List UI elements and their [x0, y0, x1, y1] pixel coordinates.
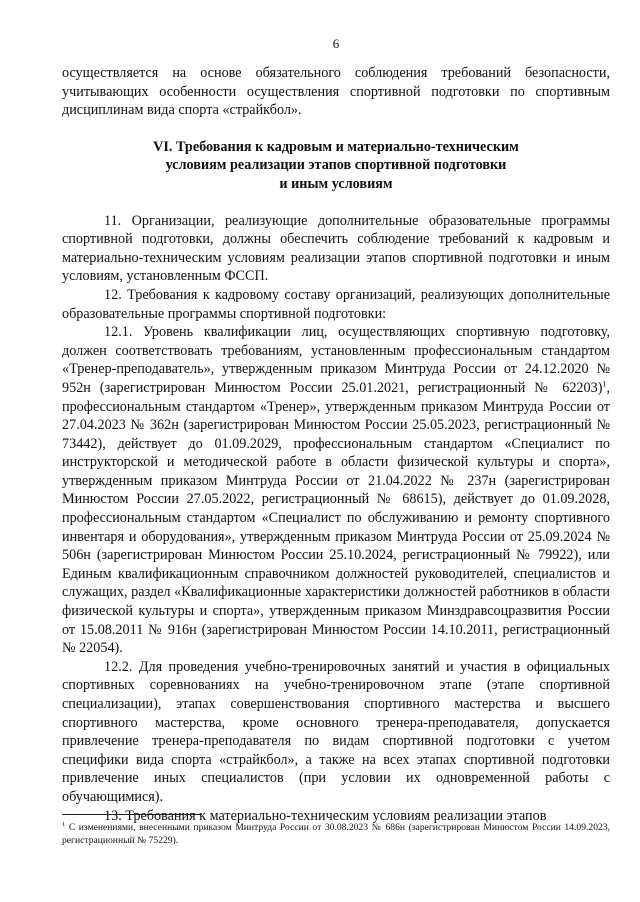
section-heading-line-1: VI. Требования к кадровым и материально-техническим — [153, 138, 519, 155]
footnote-text: С изменениями, внесенными приказом Минтруда России от 30.08.2023 № 686н (зарегистрирован Минюстом России 14.09.2023, регистрационный № 75229). — [62, 822, 610, 846]
paragraph-12-2: 12.2. Для проведения учебно-тренировочных занятий и участия в официальных спортивных соревнованиях на учебно-тренировочном этапе (этапе спортивной специализации), этапах совершенствования спортивного мастерства и высшего спортивного мастерства, кроме основного тренера-преподавателя, допускается привлечение тренера-преподавателя по видам спортивной подготовки с учетом специфики вида спорта «страйкбол», а также на всех этапах спортивной подготовки привлечение иных специалистов (при условии их одновременной работы с обучающимися). — [62, 658, 610, 805]
footnote-reference[interactable]: 1 — [602, 379, 607, 389]
section-heading-line-2: условиям реализации этапов спортивной подготовки — [165, 157, 507, 174]
section-heading — [62, 138, 610, 194]
paragraph-12-1-text-start: 12.1. Уровень квалификации лиц, осуществляющих спортивную подготовку, должен соответствовать требованиям, установленным профессиональным стандартом «Тренер-преподаватель», утвержденным приказом Минтруда России от 24.12.2020 № 952н (зарегистрирован Минюстом России 25.01.2021, регистрационный № 62203) — [62, 324, 610, 396]
footnote — [62, 822, 610, 847]
paragraph-12: 12. Требования к кадровому составу организаций, реализующих дополнительные образовательные программы спортивной подготовки: — [62, 286, 610, 322]
paragraph-13: 13. Требования к материально-техническим условиям реализации этапов — [104, 807, 547, 824]
footnote-mark: 1 — [62, 820, 66, 828]
paragraph-12-1 — [62, 323, 610, 658]
footnote-divider — [62, 814, 202, 815]
paragraph-12-1-text-end: , профессиональным стандартом «Тренер», утвержденным приказом Минтруда России от 27.04.2023 № 362н (зарегистрирован Минюстом России 25.05.2023, регистрационный № 73442), действует до 01.09.2029, профессиональным стандартом «Специалист по инструкторской и методической работе в области физической культуры и спорта», утвержденным приказом Минтруда России от 21.04.2022 № 237н (зарегистрирован Минюстом России 27.05.2022, регистрационный № 68615), действует до 01.09.2028, профессиональным стандартом «Специалист по обслуживанию и ремонту спортивного инвентаря и оборудования», утвержденным приказом Минтруда России от 25.09.2024 № 506н (зарегистрирован Минюстом России 25.10.2024, регистрационный № 79922), или Единым квалификационным справочником должностей руководителей, специалистов и служащих, раздел «Квалификационные характеристики должностей работников в области физической культуры и спорта», утвержденным приказом Минздравсоцразвития России от 15.08.2011 № 916н (зарегистрирован Минюстом России 14.10.2011, регистрационный № 22054). — [62, 379, 610, 657]
intro-paragraph: осуществляется на основе обязательного соблюдения требований безопасности, учитывающих особенности осуществления спортивной подготовки по спортивным дисциплинам вида спорта «страйкбол». — [62, 65, 610, 119]
paragraph-11: 11. Организации, реализующие дополнительные образовательные программы спортивной подготовки, должны обеспечить соблюдение требований к кадровым и материально-техническим условиям реализации этапов спортивной подготовки и иным условиям, установленным ФССП. — [62, 212, 610, 285]
document-page — [62, 36, 610, 825]
page-number: 6 — [332, 36, 340, 51]
section-heading-line-3: и иным условиям — [279, 175, 393, 192]
